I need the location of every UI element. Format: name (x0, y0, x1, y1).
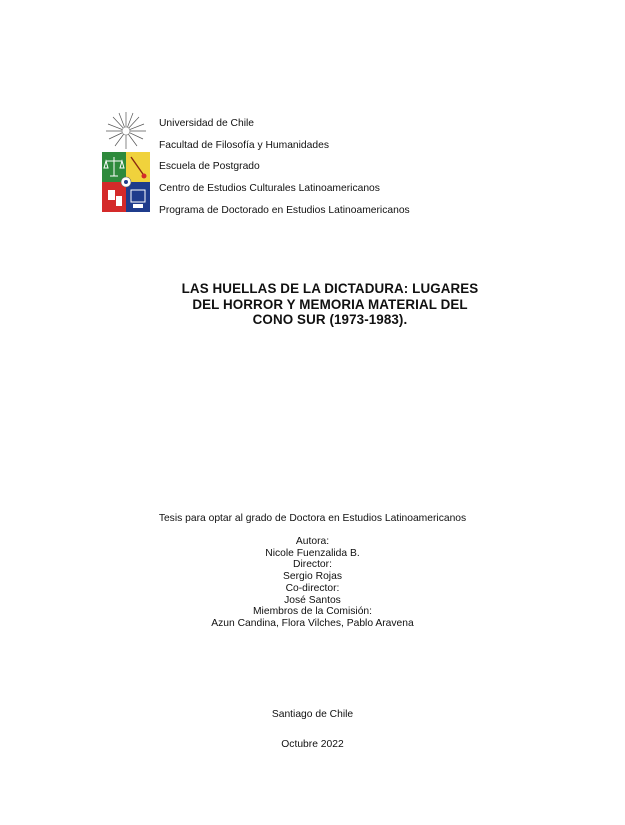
thesis-title-line: LAS HUELLAS DE LA DICTADURA: LUGARES (181, 281, 479, 296)
author-label: Autora: (295, 536, 330, 547)
thesis-title-line: DEL HORROR Y MEMORIA MATERIAL DEL (192, 296, 468, 312)
codirector-label: Co-director: (285, 582, 340, 594)
committee-block (0, 536, 625, 630)
university-coat-of-arms-icon (100, 110, 152, 214)
center-name: Centro de Estudios Culturales Latinoamericanos (159, 183, 380, 195)
faculty-name: Facultad de Filosofía y Humanidades (159, 139, 329, 151)
university-name: Universidad de Chile (159, 118, 255, 129)
date: Octubre 2022 (281, 739, 344, 750)
director-label: Director: (293, 559, 332, 571)
degree-statement: Tesis para optar al grado de Doctora en Estudios Latinoamericanos (158, 513, 467, 524)
university-coat-of-arms-logo (100, 110, 152, 214)
city: Santiago de Chile (271, 709, 354, 720)
members-names: Azun Candina, Flora Vilches, Pablo Aravena (211, 617, 414, 629)
thesis-title (150, 281, 510, 328)
program-name: Programa de Doctorado en Estudios Latinoamericanos (159, 204, 410, 216)
members-label: Miembros de la Comisión: (252, 606, 373, 618)
codirector-name: José Santos (284, 594, 341, 606)
director-name: Sergio Rojas (283, 571, 342, 583)
school-name: Escuela de Postgrado (159, 161, 260, 173)
institution-block (159, 113, 410, 222)
thesis-title-line: CONO SUR (1973-1983). (252, 312, 408, 328)
author-name: Nicole Fuenzalida B. (265, 547, 360, 559)
